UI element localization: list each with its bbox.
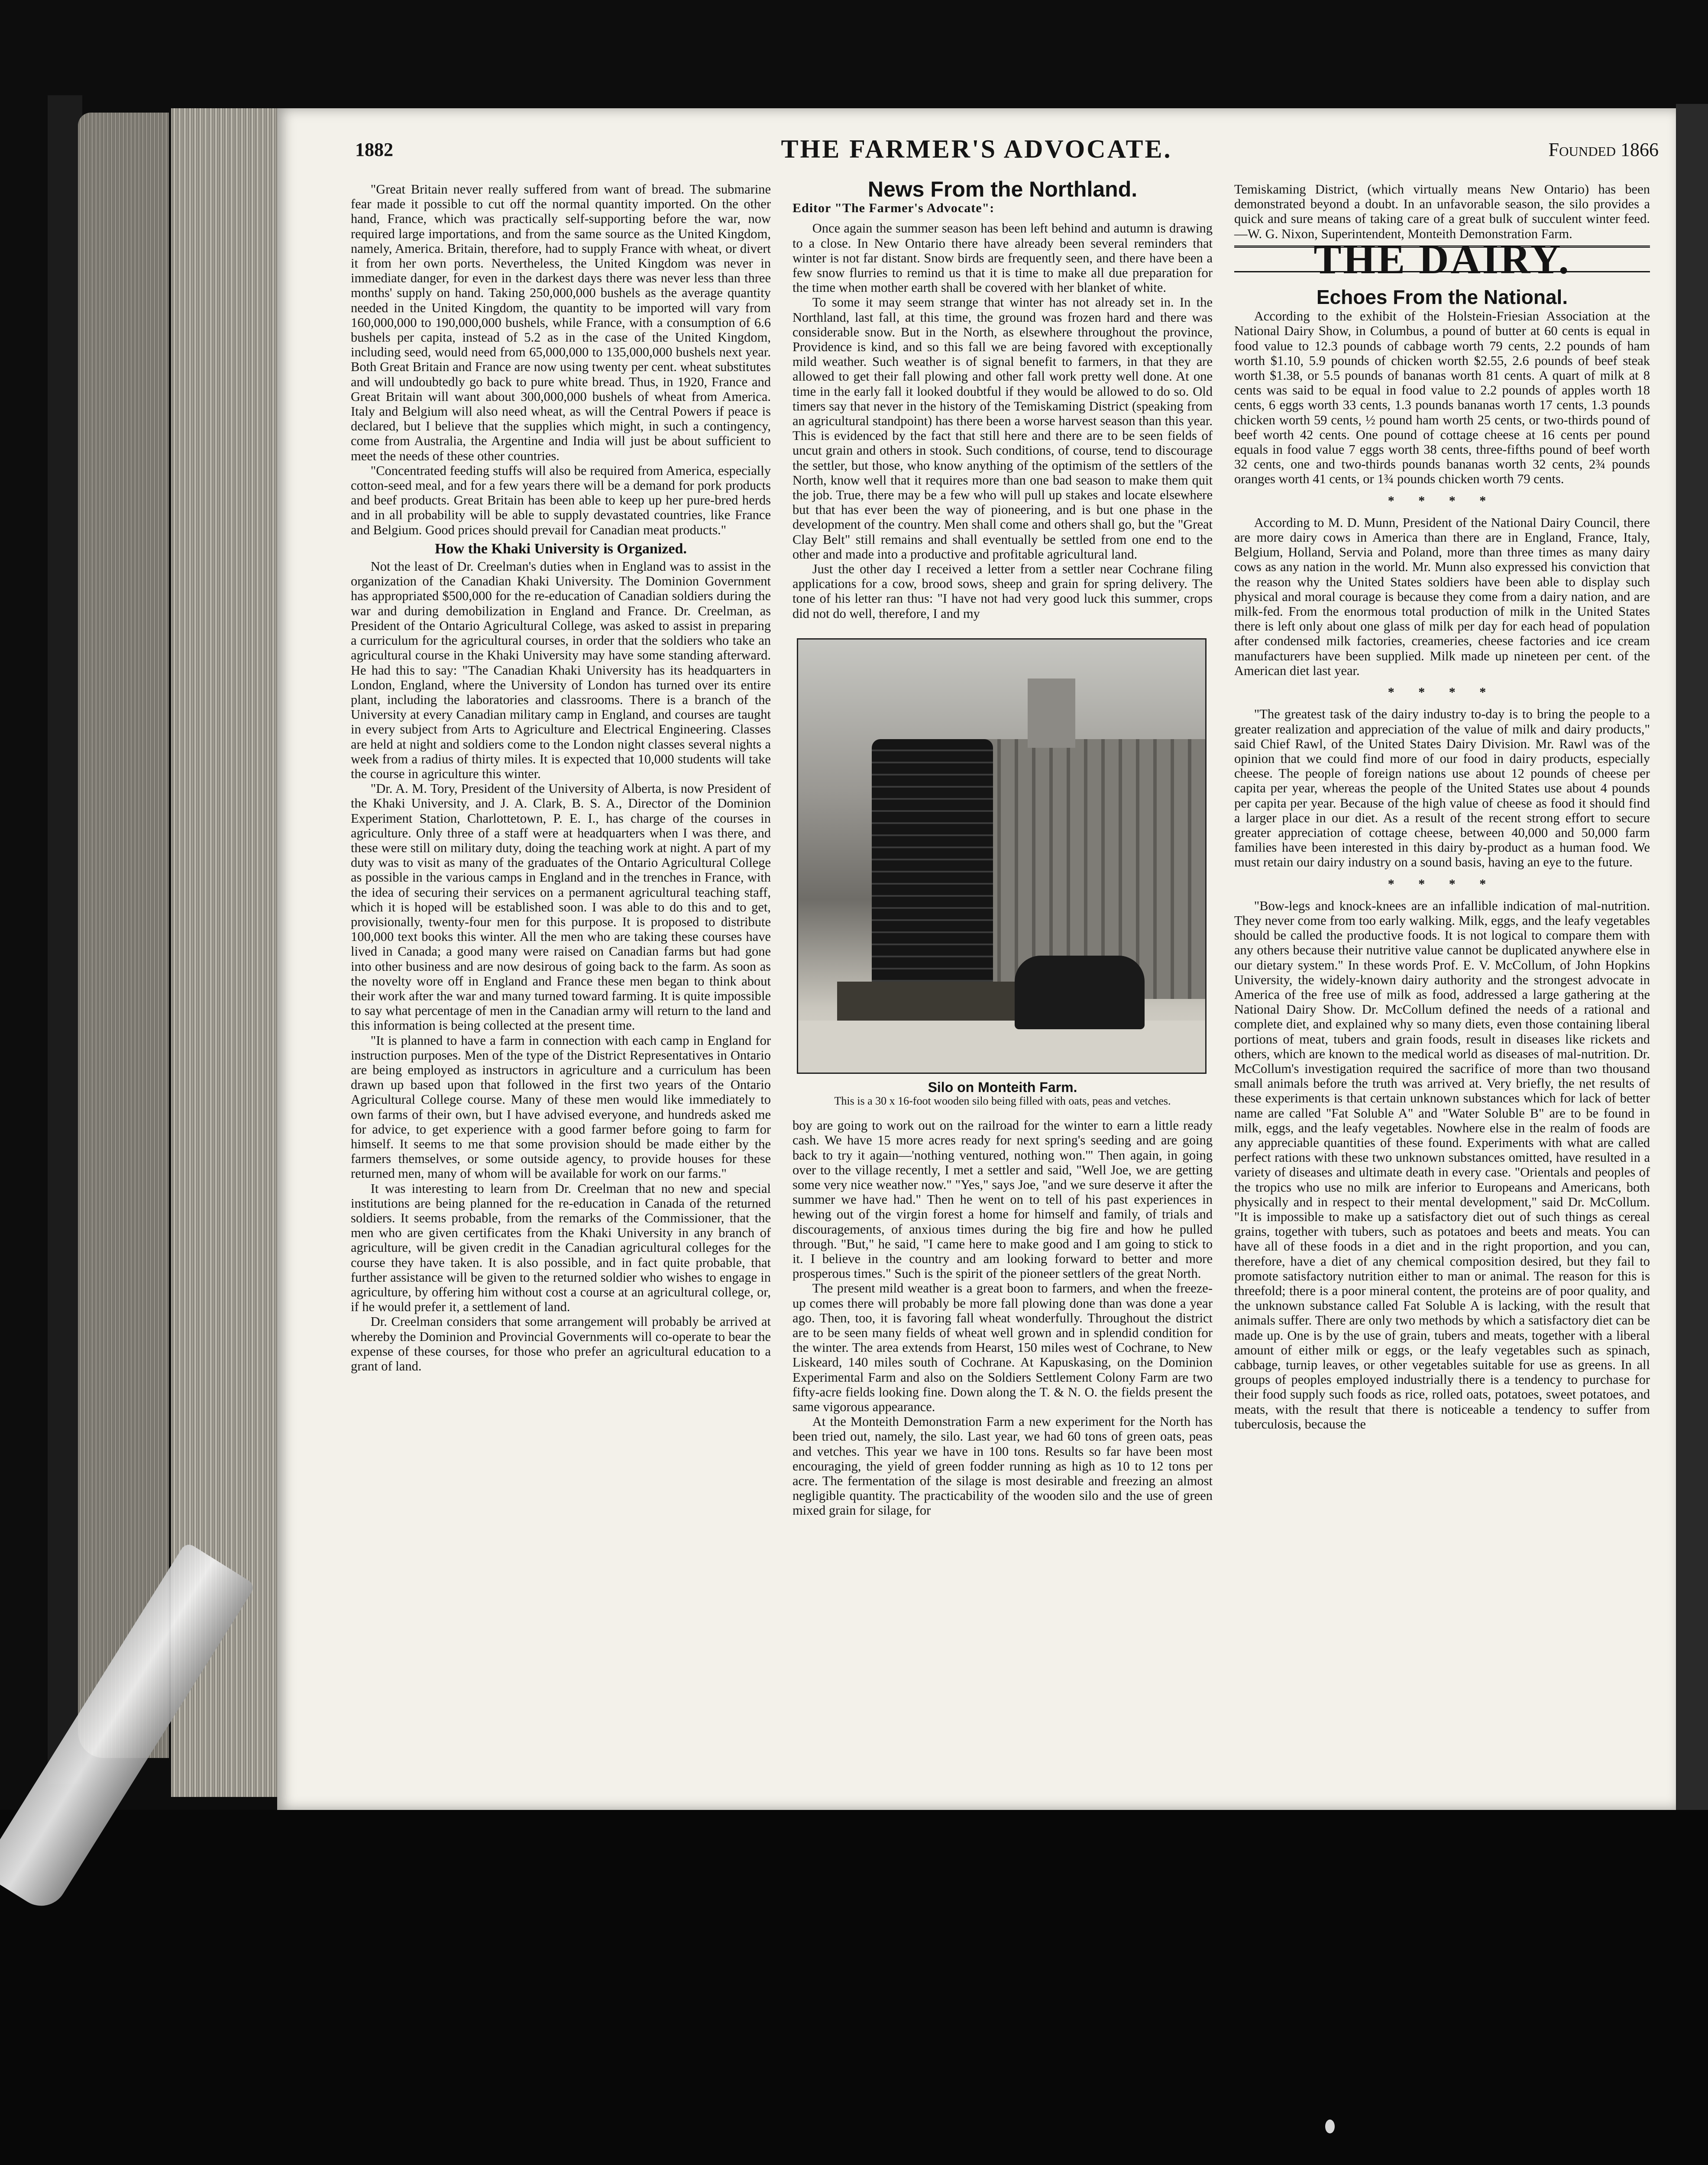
page-number: 1882 <box>355 139 393 160</box>
northland-article-title: News From the Northland. <box>867 177 1138 201</box>
silo-photograph <box>797 638 1207 1074</box>
page-header <box>277 134 1676 169</box>
paragraph: To some it may seem strange that winter has not already set in. In the Northland, last fall, at this time, the ground was frozen hard and there was considerable snow. But in the North, as elsewhere throughout the province, Providence is kind, and so this fall we are being favored with exceptionally mild weather. Such weather is of signal benefit to farmers, in that they are allowed to get their fall plowing and other fall work pretty well done. At one time in the early fall it looked doubtful if they would be allowed to do so. Old timers say that never in the history of the Temiskaming District (speaking from an agricultural standpoint) has there been a worse harvest season than this year. This is evidenced by the fact that still here and there are to be seen fields of uncut grain and others in stook. Such conditions, of course, tend to discourage the settler, but those, who know anything of the optimism of the settlers of the North, know well that it requires more than one bad season to make them quit the job. True, there may be a few who will pull up stakes and locate elsewhere but that has ever been the way of pioneering, and is but one phase in the development of the country. Men shall come and others shall go, but the "Great Clay Belt" still remains and shall eventually be settled from one end to the other and made into a productive and profitable agricultural land. <box>793 295 1213 562</box>
scanner-marker <box>1325 2120 1335 2133</box>
paragraph: According to M. D. Munn, President of the National Dairy Council, there are more dairy cows in America than there are in England, France, Italy, Belgium, Holland, Servia and Poland, more than three times as many dairy cows as any nation in the world. Mr. Munn also expressed his conviction that the reason why the United States soldiers have been able to display such physical and moral courage is because they come from a dairy nation, and are milk-fed. From the enormous total production of milk in the United States there is left only about one glass of milk per day for each head of population after condensed milk factories, creameries, cheese factories and ice cream manufacturers have been supplied. Milk made up nineteen per cent. of the American diet last year. <box>1234 515 1650 678</box>
page-stack <box>171 108 284 1797</box>
khaki-university-subhead: How the Khaki University is Organized. <box>435 540 687 557</box>
book-spine <box>48 95 82 1784</box>
paragraph: Just the other day I received a letter from a settler near Cochrane filing applications for a cow, brood sows, sheep and grain for spring delivery. The tone of his letter ran thus: "I have not had very good luck this summer, crops did not do well, therefore, I and my <box>793 562 1213 621</box>
paragraph: The present mild weather is a great boon to farmers, and when the freeze-up comes there will probably be more fall plowing done than was done a year ago. Then, too, it is favoring fall wheat wonderfully. Throughout the district are to be seen many fields of wheat well grown and in splendid condition for the winter. The area extends from Hearst, 150 miles west of Cochrane, to New Liskeard, 140 miles south of Cochrane. At Kapuskasing, on the Dominion Experimental Farm and also on the Soldiers Settlement Colony Farm are two fifty-acre fields looking fine. Down along the T. & N. O. the fields present the same vigorous appearance. <box>793 1281 1213 1414</box>
editor-salutation: Editor "The Farmer's Advocate": <box>793 201 995 216</box>
section-stars: * * * * <box>1388 685 1497 700</box>
paragraph: It was interesting to learn from Dr. Creelman that no new and special institutions are being planned for the re-education in Canada of the returned soldiers. It seems probable, from the remarks of the Commissioner, that the men who are given certificates from the Khaki University in any branch of agriculture, will be given credit in the Canadian agricultural colleges for the course they have taken. It is also possible, and in fact quite probable, that further assistance will be given to the returned soldier who wishes to engage in agriculture, by offering him without cost a course at an agricultural college, or, if he would prefer it, a settlement of land. <box>351 1181 771 1315</box>
silo <box>872 739 993 1021</box>
horse-team <box>1015 956 1145 1029</box>
newspaper-page <box>277 108 1676 1810</box>
column-1 <box>351 182 771 1373</box>
facing-page-edge <box>1676 104 1708 1836</box>
masthead: THE FARMER'S ADVOCATE. <box>781 135 1172 163</box>
paragraph: At the Monteith Demonstration Farm a new experiment for the North has been tried out, namely, the silo. Last year, we had 60 tons of green oats, peas and vetches. This year we have in 100 tons. Results so far have been most encouraging, the yield of green fodder running as high as 10 to 12 tons per acre. The fermentation of the silage is most desirable and freezing an almost negligible quantity. The practicability of the wooden silo and the use of green mixed grain for silage, for <box>793 1414 1213 1518</box>
column-3 <box>1234 182 1650 1431</box>
barn-cupola <box>1028 679 1075 748</box>
paragraph: Once again the summer season has been left behind and autumn is drawing to a close. In New Ontario there have already been several reminders that winter is not far distant. Snow birds are frequently seen, and there have been a few snow flurries to remind us that it is time to make all due preparation for the time when mother earth shall be covered with her blanket of white. <box>793 221 1213 295</box>
section-stars: * * * * <box>1388 493 1497 508</box>
paragraph: Dr. Creelman considers that some arrangement will probably be arrived at whereby the Dominion and Provincial Governments will co-operate to bear the expense of these courses, for those who prefer an agricultural education to a grant of land. <box>351 1314 771 1374</box>
paragraph: "Concentrated feeding stuffs will also be required from America, especially cotton-seed meal, and for a few years there will be a demand for pork products and beef products. Great Britain has been able to keep up her pure-bred herds and in all probability will be able to supply devastated countries, like France and Belgium. Good prices should prevail for Canadian meat products." <box>351 463 771 537</box>
scanner-background <box>0 1810 1708 2165</box>
paragraph: boy are going to work out on the railroad for the winter to earn a little ready cash. We have 15 more acres ready for next spring's seeding and are going back to try it again—'nothing ventured, nothing won.'" Then again, in going over to the village recently, I met a settler and said, "Well Joe, we are getting some very nice weather now." "Yes," says Joe, "and we sure deserve it after the summer we have had." Then he went on to tell of his past experiences in hewing out of the virgin forest a home for himself and family, of trials and discouragements, of anxious times during the big fire and how he pulled through. "But," he said, "I came here to make good and I am going to stick to it. I believe in the country and am looking forward to better and more prosperous times." Such is the spirit of the pioneer settlers of the great North. <box>793 1118 1213 1281</box>
paragraph: "Bow-legs and knock-knees are an infallible indication of mal-nutrition. They never come from too early walking. Milk, eggs, and the leafy vegetables should be called the productive foods. It is not logical to compare them with any others because their nutritive value cannot be duplicated anywhere else in our dietary system." In these words Prof. E. V. McCollum, of John Hopkins University, the widely-known dairy authority and the strongest advocate in America of the free use of milk as food, addressed a large gathering at the National Dairy Show. Dr. McCollum defined the needs of a rational and complete diet, and explained why so many diets, even those containing liberal portions of meat, tubers and grain foods, result in diseases like rickets and others, which are known to the medical world as diseases of mal-nutrition. Dr. McCollum's investigation required the sacrifice of more than two thousand small animals before the truth was arrived at. Very briefly, the net results of these experiments is that certain unknown substances which for lack of better name are called "Fat Soluble A" and "Water Soluble B" are to be found in milk, eggs, and the leafy vegetables. Nowhere else in the realm of foods are any appreciable quantities of these found. Experiments with what are called perfect rations with these two unknown substances omitted, have resulted in a variety of diseases and ultimate death in every case. "Orientals and peoples of the tropics who use no milk are inferior to Europeans and Americans, both physically and in respect to their mental development," said Dr. McCollum. "It is impossible to make up a satisfactory diet out of such things as cereal grains, together with tubers, such as potatoes and beets and meats. You can have all of these foods in a diet and in the right proportion, and you can, therefore, have a diet of any chemical composition desired, but they fail to promote satisfactory nutrition either to man or animal. The reason for this is threefold; there is a poor mineral content, the proteins are of poor quality, and the unknown substance called Fat Soluble A is lacking, with the result that animals suffer. There are only two methods by which a satisfactory diet can be made up. One is by the use of grain, tubers and meats, together with a liberal amount of either milk or eggs, or the leafy vegetables such as spinach, cabbage, turnip leaves, or other vegetables suitable for use as greens. In all groups of peoples employed industrially there is a tendency to purchase for their food supply such foods as rice, rolled oats, potatoes, sweet potatoes, and meats, with the result that there is noticeable a tendency to suffer from tuberculosis, because the <box>1234 898 1650 1431</box>
paragraph: According to the exhibit of the Holstein-Friesian Association at the National Dairy Show, in Columbus, a pound of butter at 60 cents is equal in food value to 12.3 pounds of cabbage worth 79 cents, 2.2 pounds of ham worth $1.10, 5.9 pounds of chicken worth $2.55, 2.6 pounds of beef steak worth $1.38, or 5.5 pounds of bananas worth 81 cents. A quart of milk at 8 cents was said to be equal in food value to 2.2 pounds of apples worth 18 cents, 6 eggs worth 33 cents, 1.3 pounds bananas worth 17 cents, 1.3 pounds chicken worth 59 cents, ½ pound ham worth 25 cents, or two-thirds pound of beef worth 42 cents. One pound of cottage cheese at 16 cents per pound equals in food value 7 eggs worth 38 cents, three-fifths pound of beef worth 32 cents, one and two-thirds pounds bananas worth 32 cents, 2¾ pounds oranges worth 41 cents, or 1¾ pounds chicken worth 79 cents. <box>1234 309 1650 487</box>
hay-wagon <box>837 982 1019 1021</box>
paragraph: "Great Britain never really suffered from want of bread. The submarine fear made it possible to cut off the normal quantity imported. On the other hand, France, which was practically self-supporting before the war, now required large importations, and from the same source as the United Kingdom, namely, America. Britain, therefore, had to supply France with wheat, or divert it from her own ports. Nevertheless, the United Kingdom was never in immediate danger, for even in the darkest days there was never less than three months' supply on hand. Taking 250,000,000 bushels as the average quantity needed in the United Kingdom, the quantity to be imported will vary from 160,000,000 to 190,000,000 bushels, while France, with a consumption of 6.6 bushels per capita, instead of 5.2 as in the case of the United Kingdom, including seed, would need from 65,000,000 to 135,000,000 bushels next year. Both Great Britain and France are now using twenty per cent. wheat substitutes and will undoubtedly go back to pure white bread. Thus, in 1920, France and Great Britain will want about 300,000,000 bushels of wheat from America. Italy and Belgium will also need wheat, as will the Central Powers if peace is declared, but I believe that the supplies which might, in such a contingency, come from Australia, the Argentine and India will just be about sufficient to meet the needs of these other countries. <box>351 182 771 463</box>
photo-caption-title: Silo on Monteith Farm. <box>928 1079 1077 1095</box>
paragraph: Temiskaming District, (which virtually means New Ontario) has been demonstrated beyond a doubt. In an unfavorable season, the silo provides a quick and sure means of taking care of a great bulk of succulent winter feed.—W. G. Nixon, Superintendent, Monteith Demonstration Farm. <box>1234 182 1650 241</box>
paragraph: "The greatest task of the dairy industry to-day is to bring the people to a greater realization and appreciation of the value of milk and dairy products," said Chief Rawl, of the United States Dairy Division. Mr. Rawl was of the opinion that we could find more of our food in dairy products, especially cheese. The people of foreign nations use about 12 pounds of cheese per capita per year, whereas the people of the United States use about 4 pounds per capita per year. Because of the high value of cheese as food it should find a larger place in our diet. As a result of the recent strong effort to secure greater appreciation of cottage cheese, between 40,000 and 50,000 farm families have been interested in this dairy by-product as a human food. We must retain our dairy industry on a sound basis, having an eye to the future. <box>1234 707 1650 870</box>
paragraph: Not the least of Dr. Creelman's duties when in England was to assist in the organization of the Canadian Khaki University. The Dominion Government has appropriated $500,000 for the re-education of Canadian soldiers during the war and during demobilization in England and France. Dr. Creelman, as President of the Ontario Agricultural College, was asked to assist in preparing a curriculum for the agricultural courses, in order that the soldiers who take an agricultural course in the Khaki University may have some standing afterward. He had this to say: "The Canadian Khaki University has its headquarters in London, England, where the University of London has turned over its entire plant, including the laboratories and classrooms. There is a branch of the University at every Canadian military camp in England, and courses are taught in every subject from Arts to Agriculture and Electrical Engineering. Classes are held at night and soldiers come to the London night classes several nights a week from a radius of thirty miles. It is expected that 10,000 students will take the course in agriculture this winter. <box>351 559 771 781</box>
dairy-section-title: THE DAIRY. <box>1313 236 1571 282</box>
section-stars: * * * * <box>1388 876 1497 891</box>
photo-caption-text: This is a 30 x 16-foot wooden silo being filled with oats, peas and vetches. <box>834 1095 1171 1108</box>
column-2 <box>793 177 1213 1518</box>
ground <box>798 1021 1205 1073</box>
founded-label: Founded 1866 <box>1548 139 1659 160</box>
paragraph: "Dr. A. M. Tory, President of the University of Alberta, is now President of the Khaki University, and J. A. Clark, B. S. A., Director of the Dominion Experiment Station, Charlottetown, P. E. I., has charge of the courses in agriculture. Only three of a staff were at headquarters when I was there, and these were still on military duty, doing the teaching work at night. A part of my duty was to visit as many of the graduates of the Ontario Agricultural College as possible in the various camps in England and in the trenches in France, with the idea of securing their services on a permanent agricultural teaching staff, which it is hoped will be established soon. I was able to do this and to get, provisionally, twenty-four men for this purpose. It is proposed to distribute 100,000 text books this winter. All the men who are taking these courses have lived in Canada; a good many were raised on Canadian farms but had gone into other business and are now desirous of going back to the farm. As soon as the novelty wore off in England and France these men began to think about their work after the war and many turned toward farming. It is quite impossible to say what percentage of men in the Canadian army will return to the land and this information is being collected at the present time. <box>351 781 771 1033</box>
paragraph: "It is planned to have a farm in connection with each camp in England for instruction purposes. Men of the type of the District Representatives in Ontario are being employed as instructors in agriculture and a curriculum has been drawn up based upon that followed in the first two years of the Ontario Agricultural College course. Many of these men would like immediately to own farms of their own, but I have advised everyone, and hundreds asked me for advice, to get experience with a good farmer before going to farm for himself. It seems to me that some provision should be made either by the farmers themselves, or some outside agency, to provide houses for these returned men, many of whom will be available for work on our farms." <box>351 1033 771 1181</box>
echoes-subhead: Echoes From the National. <box>1316 286 1568 309</box>
book-cover-edge <box>78 113 169 1758</box>
